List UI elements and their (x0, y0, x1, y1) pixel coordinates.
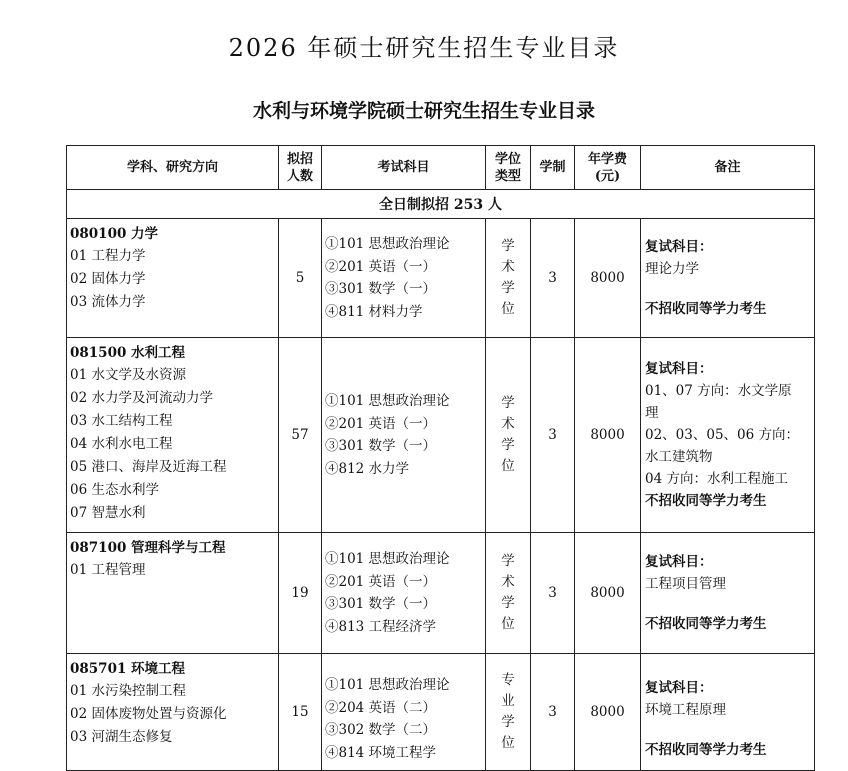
header-exam: 考试科目 (322, 146, 486, 190)
major-name: 087100 管理科学与工程 (70, 540, 226, 556)
fee-cell: 8000 (575, 533, 641, 654)
header-major: 学科、研究方向 (67, 146, 279, 190)
header-row (67, 146, 815, 190)
note-line: 01、07 方向：水文学原 (645, 383, 792, 399)
direction: 06 生态水利学 (70, 482, 159, 498)
header-system: 学制 (531, 146, 575, 190)
note-line: 02、03、05、06 方向： (645, 427, 800, 443)
major-cell (67, 654, 279, 771)
fulltime-quota: 全日制拟招 253 人 (67, 190, 815, 219)
exam-cell (322, 654, 486, 771)
degree-cell: 学 术 学 位 (486, 533, 531, 654)
table-row (67, 338, 815, 533)
exam-subject: ③301 数学（一） (325, 438, 437, 454)
exam-subject: ②201 英语（一） (325, 415, 437, 432)
note-line: 04 方向：水利工程施工 (645, 471, 788, 487)
note-cell (641, 533, 815, 654)
exam-subject: ④813 工程经济学 (325, 618, 437, 635)
exam-subject: ③301 数学（一） (325, 596, 437, 612)
fee-cell: 8000 (575, 654, 641, 771)
quota-cell: 57 (279, 338, 322, 533)
note-cell (641, 338, 815, 533)
major-name: 080100 力学 (70, 226, 159, 242)
quota-cell: 19 (279, 533, 322, 654)
direction: 02 固体废物处置与资源化 (70, 706, 227, 722)
direction: 02 固体力学 (70, 271, 146, 287)
major-cell (67, 219, 279, 338)
direction: 02 水力学及河流动力学 (70, 390, 213, 406)
note-heading: 复试科目： (645, 680, 713, 696)
major-name: 085701 环境工程 (70, 661, 186, 677)
direction: 03 河湖生态修复 (70, 729, 173, 745)
direction: 01 水污染控制工程 (70, 683, 186, 699)
header-degree: 学位 类型 (486, 146, 531, 190)
system-cell: 3 (531, 338, 575, 533)
note-line: 理论力学 (645, 261, 699, 277)
note-line: 水工建筑物 (645, 449, 713, 465)
exam-subject: ①101 思想政治理论 (325, 551, 450, 567)
page-subtitle: 水利与环境学院硕士研究生招生专业目录 (252, 100, 595, 122)
system-cell: 3 (531, 533, 575, 654)
note-cell (641, 219, 815, 338)
system-cell: 3 (531, 654, 575, 771)
table-row (67, 533, 815, 654)
major-name: 081500 水利工程 (70, 345, 186, 361)
direction: 01 工程管理 (70, 562, 146, 578)
major-cell (67, 533, 279, 654)
note-heading: 复试科目： (645, 554, 713, 570)
degree-cell: 专 业 学 位 (486, 654, 531, 771)
exam-subject: ③301 数学（一） (325, 281, 437, 297)
header-quota: 拟招 人数 (279, 146, 322, 190)
fee-cell: 8000 (575, 219, 641, 338)
exam-subject: ①101 思想政治理论 (325, 393, 450, 409)
exam-subject: ④814 环境工程学 (325, 744, 437, 761)
degree-cell: 学 术 学 位 (486, 219, 531, 338)
exam-subject: ④811 材料力学 (325, 303, 423, 320)
exam-cell (322, 338, 486, 533)
table-row (67, 654, 815, 771)
exam-cell (322, 533, 486, 654)
note-warning: 不招收同等学力考生 (645, 742, 767, 758)
note-cell (641, 654, 815, 771)
table-row (67, 219, 815, 338)
quota-cell: 5 (279, 219, 322, 338)
note-line: 理 (645, 405, 659, 421)
note-line: 环境工程原理 (645, 702, 726, 718)
degree-cell: 学 术 学 位 (486, 338, 531, 533)
page-title: 2026 年硕士研究生招生专业目录 (228, 34, 620, 62)
direction: 07 智慧水利 (70, 505, 146, 521)
note-warning: 不招收同等学力考生 (645, 493, 767, 509)
exam-subject: ②201 英语（一） (325, 573, 437, 590)
quota-cell: 15 (279, 654, 322, 771)
exam-subject: ①101 思想政治理论 (325, 236, 450, 252)
exam-subject: ①101 思想政治理论 (325, 677, 450, 693)
note-warning: 不招收同等学力考生 (645, 301, 767, 317)
fee-cell: 8000 (575, 338, 641, 533)
note-heading: 复试科目： (645, 239, 713, 255)
note-line: 工程项目管理 (645, 576, 726, 592)
direction: 04 水利水电工程 (70, 436, 173, 452)
exam-subject: ②204 英语（二） (325, 699, 437, 716)
catalog-table (66, 145, 815, 771)
direction: 05 港口、海岸及近海工程 (70, 459, 227, 475)
direction: 01 水文学及水资源 (70, 367, 186, 383)
exam-subject: ③302 数学（二） (325, 722, 437, 738)
direction: 03 流体力学 (70, 294, 146, 310)
header-fee: 年学费 (元) (575, 146, 641, 190)
header-note: 备注 (641, 146, 815, 190)
direction: 03 水工结构工程 (70, 413, 173, 429)
exam-subject: ④812 水力学 (325, 460, 410, 477)
note-heading: 复试科目： (645, 361, 713, 377)
fulltime-row (67, 190, 815, 219)
exam-cell (322, 219, 486, 338)
exam-subject: ②201 英语（一） (325, 258, 437, 275)
note-warning: 不招收同等学力考生 (645, 616, 767, 632)
system-cell: 3 (531, 219, 575, 338)
major-cell (67, 338, 279, 533)
direction: 01 工程力学 (70, 248, 146, 264)
